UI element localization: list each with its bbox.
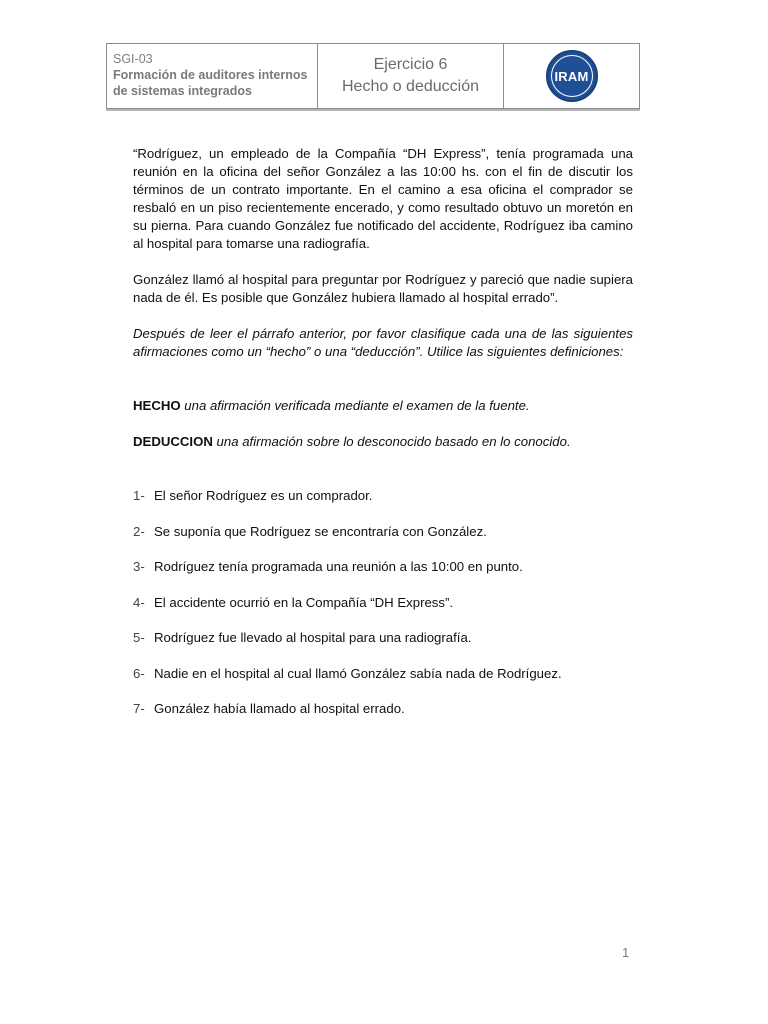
list-item-text: El señor Rodríguez es un comprador. bbox=[154, 488, 373, 503]
list-item bbox=[133, 594, 633, 630]
definition-deduccion-text: una afirmación sobre lo desconocido basado en lo conocido. bbox=[212, 434, 571, 449]
course-title-line2: de sistemas integrados bbox=[113, 84, 252, 98]
list-item-text: El accidente ocurrió en la Compañía “DH Express”. bbox=[154, 594, 454, 610]
exercise-title: Ejercicio 6 bbox=[373, 56, 448, 73]
list-item bbox=[133, 629, 633, 665]
list-item bbox=[133, 523, 633, 559]
case-paragraph-2: González llamó al hospital para preguntar por Rodríguez y pareció que nadie supiera nada de él. Es posible que González hubiera llamado al hospital errado”. bbox=[133, 272, 633, 305]
list-item-text: González había llamado al hospital errado. bbox=[154, 701, 405, 716]
instructions-paragraph: Después de leer el párrafo anterior, por favor clasifique cada una de las siguientes afirmaciones como un “hecho” o una “deducción”. Utilice las siguientes definiciones: bbox=[133, 326, 633, 359]
definition-deduccion-term: DEDUCCION bbox=[133, 434, 213, 449]
page-number: 1 bbox=[622, 945, 630, 960]
header-exercise-cell bbox=[318, 44, 504, 108]
document-body bbox=[133, 145, 633, 736]
definition-deduccion bbox=[133, 433, 633, 451]
case-paragraph-1: “Rodríguez, un empleado de la Compañía “DH Express”, tenía programada una reunión en la oficina del señor González a las 10:00 hs. con el fin de discutir los términos de un contrato importante. En el camino a esa oficina el comprador se resbaló en un piso recientemente encerado, y como resultado obtuvo un moretón en su pierna. Para cuando González fue notificado del accidente, Rodríguez iba camino al hospital para tomarse una radiografía. bbox=[133, 146, 633, 251]
document-code: SGI-03 bbox=[113, 52, 153, 66]
list-item-text: Rodríguez fue llevado al hospital para una radiografía. bbox=[154, 630, 472, 645]
list-item bbox=[133, 665, 633, 701]
header-logo-cell bbox=[504, 44, 639, 108]
list-item-text: Rodríguez tenía programada una reunión a las 10:00 en punto. bbox=[154, 559, 523, 574]
definition-hecho-text: una afirmación verificada mediante el examen de la fuente. bbox=[180, 398, 530, 413]
list-item bbox=[133, 487, 633, 523]
header-course-cell bbox=[107, 44, 318, 108]
statement-list bbox=[133, 487, 633, 736]
list-item bbox=[133, 558, 633, 594]
iram-logo bbox=[546, 50, 598, 102]
definition-hecho bbox=[133, 397, 633, 415]
course-title-line1: Formación de auditores internos bbox=[113, 68, 308, 82]
list-item-number: 6- bbox=[133, 665, 145, 681]
list-item-number: 1- bbox=[133, 488, 145, 503]
document-header bbox=[106, 43, 640, 109]
definition-hecho-term: HECHO bbox=[133, 398, 181, 413]
list-item-number: 7- bbox=[133, 701, 145, 716]
list-item-text: Nadie en el hospital al cual llamó González sabía nada de Rodríguez. bbox=[154, 665, 562, 681]
list-item-number: 2- bbox=[133, 523, 145, 539]
list-item-number: 3- bbox=[133, 559, 145, 574]
list-item-number: 5- bbox=[133, 630, 145, 645]
spacer bbox=[133, 469, 633, 487]
exercise-topic: Hecho o deducción bbox=[342, 78, 479, 95]
logo-text: IRAM bbox=[554, 68, 589, 84]
list-item-number: 4- bbox=[133, 594, 145, 610]
list-item bbox=[133, 700, 633, 736]
spacer bbox=[133, 379, 633, 397]
list-item-text: Se suponía que Rodríguez se encontraría con González. bbox=[154, 523, 487, 539]
